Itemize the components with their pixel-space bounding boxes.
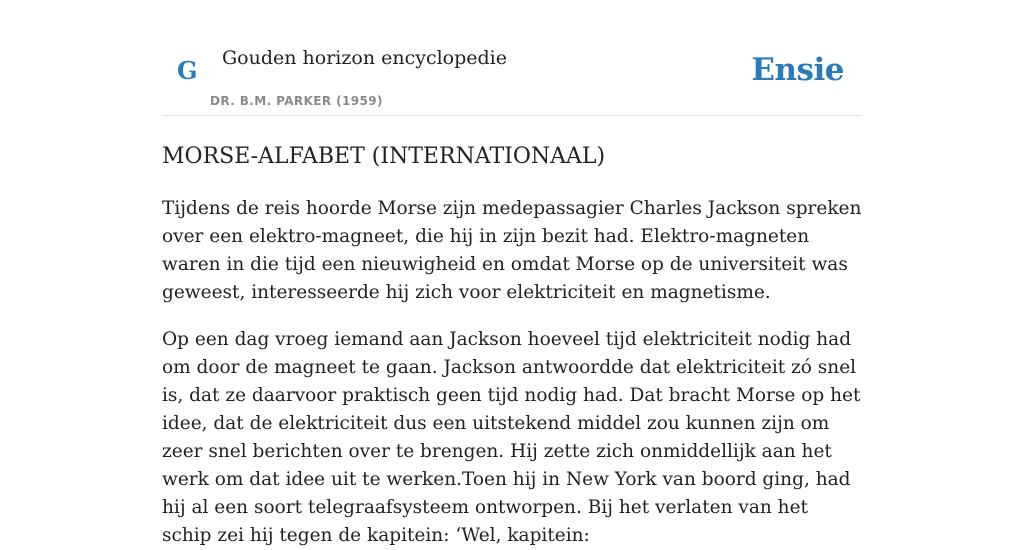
publisher-logo[interactable]: G [177, 56, 198, 85]
header [162, 0, 862, 116]
book-title[interactable]: Gouden horizon encyclopedie [222, 47, 507, 69]
article-title: MORSE-ALFABET (INTERNATIONAAL) [162, 144, 606, 169]
book-author: DR. B.M. PARKER (1959) [210, 94, 383, 108]
article-paragraph: Op een dag vroeg iemand aan Jackson hoeveel tijd elektriciteit nodig had om door de magneet te gaan. Jackson antwoordde dat elektriciteit zó snel is, dat ze daarvoor praktisch geen tijd nodig had. Dat bracht Morse op het idee, dat de elektriciteit dus een uitstekend middel zou kunnen zijn om zeer snel berichten over te brengen. Hij zette zich onmiddellijk aan het werk om dat idee uit te werken.Toen hij in New York van boord ging, had hij al een soort telegraafsysteem ontworpen. Bij het verlaten van het schip zei hij tegen de kapitein: ‘Wel, kapitein: [162, 329, 861, 546]
article-paragraph: Tijdens de reis hoorde Morse zijn medepassagier Charles Jackson spreken over een elektro-magneet, die hij in zijn bezit had. Elektro-magneten waren in die tijd een nieuwigheid en omdat Morse op de universiteit was geweest, interesseerde hij zich voor elektriciteit en magnetisme. [162, 198, 862, 303]
brand-logo[interactable]: Ensie [751, 52, 844, 88]
page [162, 0, 862, 546]
